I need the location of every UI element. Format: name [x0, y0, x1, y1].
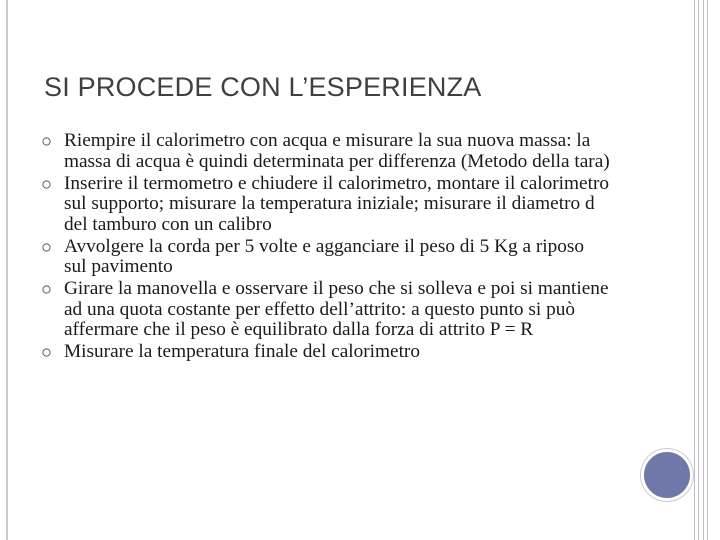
right-border-line	[707, 0, 708, 540]
bullet-item	[40, 279, 610, 341]
bullet-item	[40, 174, 610, 236]
slide-title: SI PROCEDE CON L’ESPERIENZA	[44, 72, 482, 102]
right-border-line	[694, 0, 695, 540]
bullet-item	[40, 131, 610, 172]
right-decorative-band	[690, 0, 720, 540]
circle-bullet-icon	[42, 180, 50, 188]
circle-bullet-icon	[42, 243, 50, 251]
decorative-circle	[641, 449, 693, 501]
left-border-line	[6, 0, 8, 540]
right-border-line	[703, 0, 704, 540]
bullet-text: Inserire il termometro e chiudere il calorimetro, montare il calorimetro sul supporto; misurare la temperatura iniziale; misurare il diametro d del tamburo con un calibro	[64, 172, 610, 235]
circle-bullet-icon	[42, 285, 50, 293]
bullet-item	[40, 342, 610, 363]
bullet-text: Misurare la temperatura finale del calorimetro	[64, 341, 420, 362]
bullet-text: Riempire il calorimetro con acqua e misurare la sua nuova massa: la massa di acqua è quindi determinata per differenza (Metodo della tara)	[64, 130, 610, 172]
bullet-item	[40, 237, 610, 278]
circle-bullet-icon	[42, 137, 50, 145]
bullet-text: Girare la manovella e osservare il peso che si solleva e poi si mantiene ad una quota costante per effetto dell’attrito: a questo punto si può affermare che il peso è equilibrato dalla forza di attrito P = R	[64, 278, 609, 340]
bullet-text: Avvolgere la corda per 5 volte e agganciare il peso di 5 Kg a riposo sul pavimento	[64, 235, 585, 277]
circle-bullet-icon	[42, 348, 50, 356]
right-border-line	[698, 0, 699, 540]
bullet-list	[40, 131, 610, 364]
